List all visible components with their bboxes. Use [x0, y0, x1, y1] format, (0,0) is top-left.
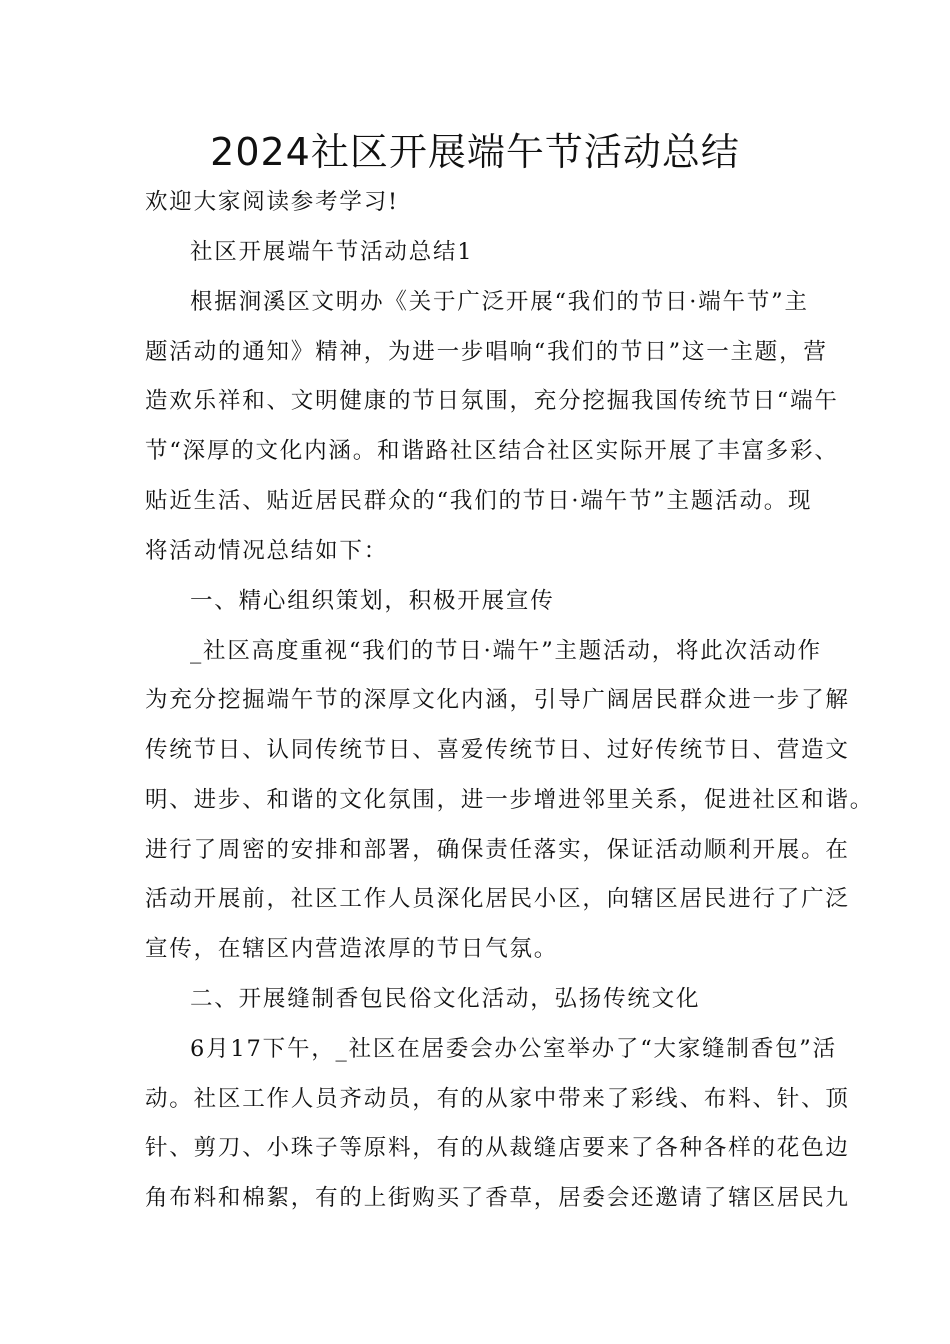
paragraph-line: 根据涧溪区文明办《关于广泛开展“我们的节日·端午节”主 [190, 289, 809, 315]
paragraph-line: 为充分挖掘端午节的深厚文化内涵，引导广阔居民群众进一步了解 [145, 687, 850, 713]
paragraph-line: 动。社区工作人员齐动员，有的从家中带来了彩线、布料、针、顶 [145, 1086, 850, 1112]
paragraph-line: 将活动情况总结如下： [145, 538, 389, 564]
paragraph-line: 造欢乐祥和、文明健康的节日氛围，充分挖掘我国传统节日“端午 [145, 388, 839, 414]
paragraph-line: 节“深厚的文化内涵。和谐路社区结合社区实际开展了丰富多彩、 [145, 438, 839, 464]
subheading: 一、精心组织策划，积极开展宣传 [190, 588, 555, 614]
paragraph-line: 贴近生活、贴近居民群众的“我们的节日·端午节”主题活动。现 [145, 488, 813, 514]
paragraph-line: 针、剪刀、小珠子等原料，有的从裁缝店要来了各种各样的花色边 [145, 1135, 850, 1161]
paragraph-line: 明、进步、和谐的文化氛围，进一步增进邻里关系，促进社区和谐。 [145, 787, 875, 813]
paragraph-line: 6月17下午，_社区在居委会办公室举办了“大家缝制香包”活 [190, 1036, 837, 1062]
paragraph-line: 活动开展前，社区工作人员深化居民小区，向辖区居民进行了广泛 [145, 886, 850, 912]
paragraph-line: 宣传，在辖区内营造浓厚的节日气氛。 [145, 936, 559, 962]
section-heading: 社区开展端午节活动总结1 [190, 239, 474, 265]
document-title: 2024社区开展端午节活动总结 [210, 130, 740, 174]
paragraph-line: _社区高度重视“我们的节日·端午”主题活动，将此次活动作 [190, 638, 822, 664]
subheading: 二、开展缝制香包民俗文化活动，弘扬传统文化 [190, 986, 701, 1012]
intro-line: 欢迎大家阅读参考学习! [145, 189, 399, 215]
paragraph-line: 题活动的通知》精神，为进一步唱响“我们的节日”这一主题，营 [145, 339, 828, 365]
paragraph-line: 传统节日、认同传统节日、喜爱传统节日、过好传统节日、营造文 [145, 737, 850, 763]
paragraph-line: 进行了周密的安排和部署，确保责任落实，保证活动顺利开展。在 [145, 837, 850, 863]
paragraph-line: 角布料和棉絮，有的上街购买了香草，居委会还邀请了辖区居民九 [145, 1185, 850, 1211]
